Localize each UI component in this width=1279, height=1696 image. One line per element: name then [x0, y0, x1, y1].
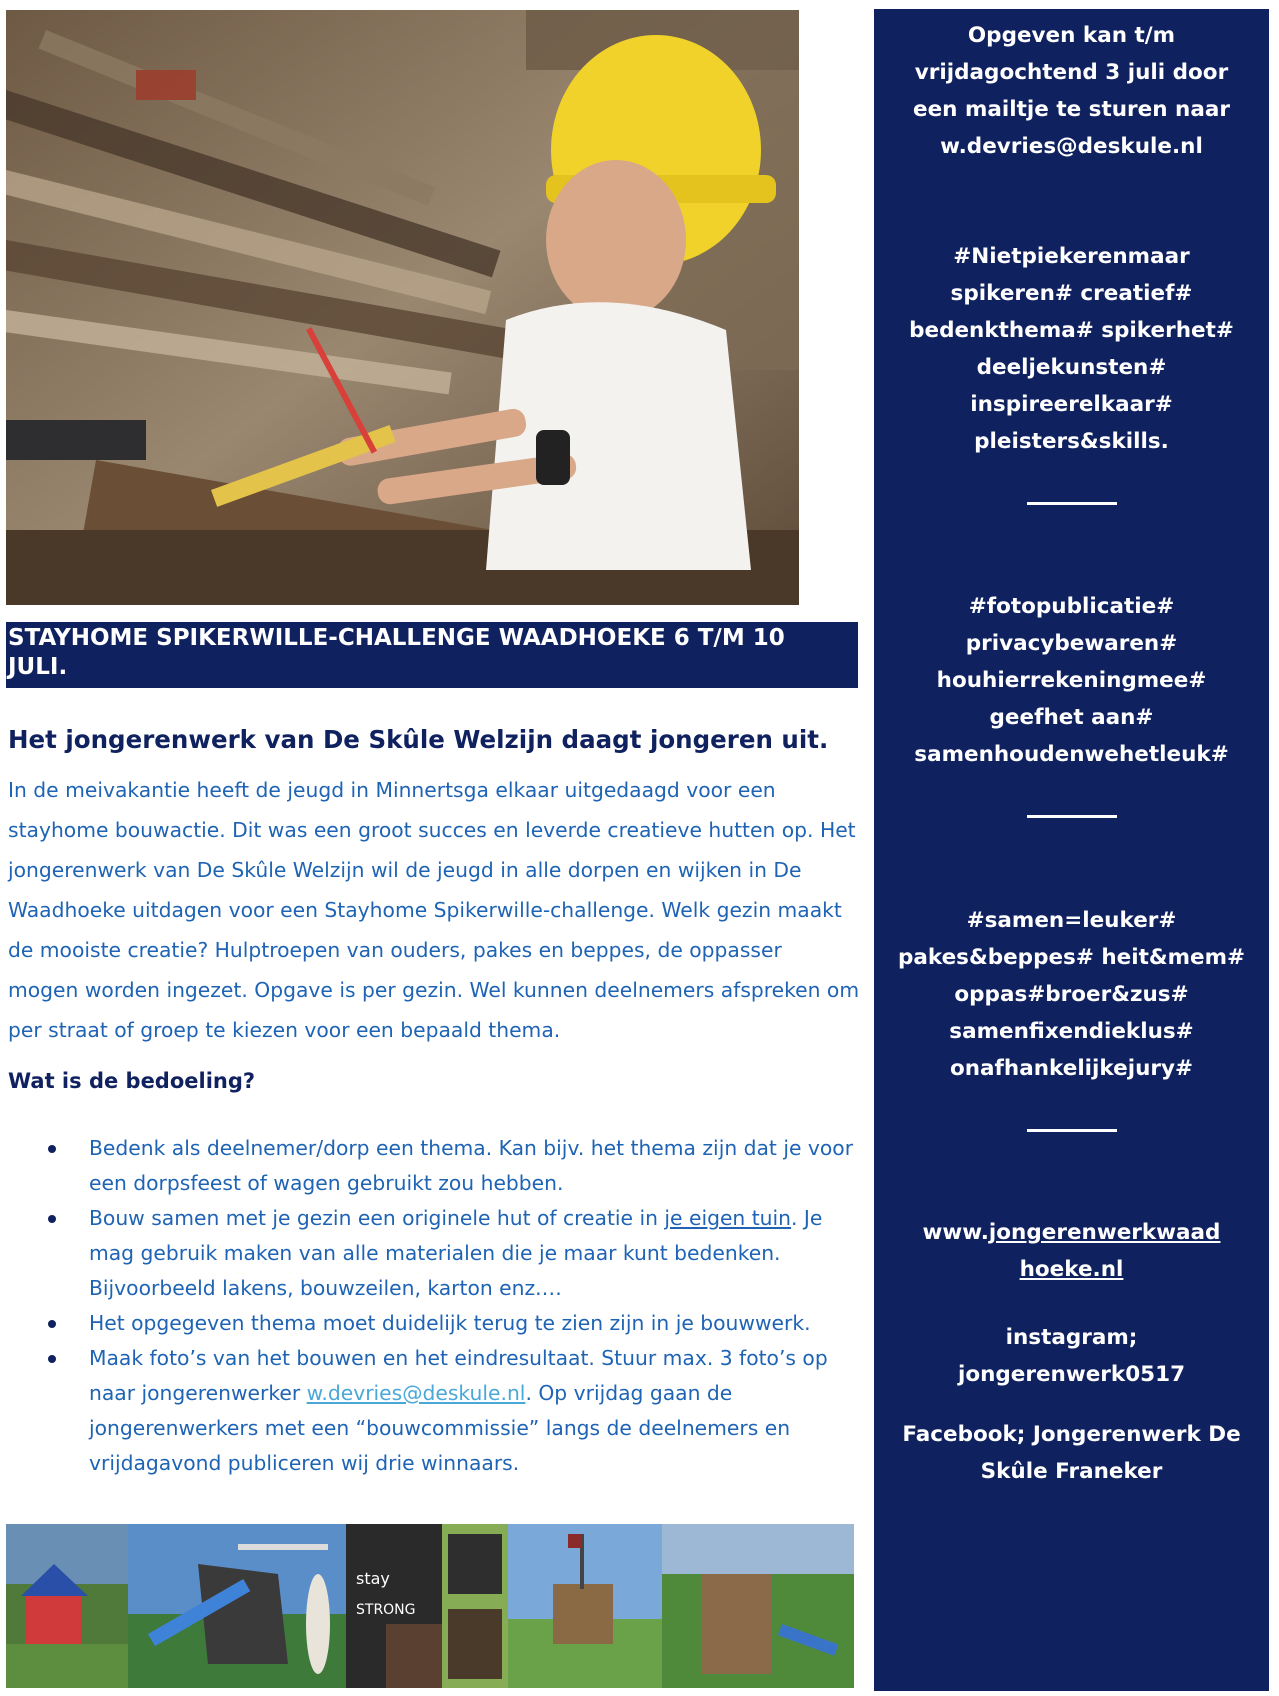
sidebar-line: onafhankelijkejury# — [949, 1056, 1194, 1081]
sidebar-line: een mailtje te sturen naar — [913, 97, 1230, 122]
intro-line: mogen worden ingezet. Opgave is per gezin. Wel kunnen deelnemers afspreken om — [8, 978, 860, 1002]
svg-text:STRONG: STRONG — [356, 1602, 416, 1618]
sidebar-line: samenhoudenwehetleuk# — [914, 742, 1229, 767]
facebook-block — [874, 1416, 1269, 1490]
divider — [1027, 1129, 1117, 1132]
sidebar-line: Facebook; Jongerenwerk De — [902, 1422, 1241, 1447]
sidebar-line: pakes&beppes# heit&mem# — [897, 945, 1246, 970]
bullet-line: vrijdagavond publiceren wij drie winnaars. — [89, 1451, 520, 1475]
instagram-block — [874, 1319, 1269, 1393]
bullet-line: jongerenwerkers met een “bouwcommissie” langs de deelnemers en — [89, 1416, 791, 1440]
intro-paragraph — [8, 770, 860, 1050]
bullet-icon — [48, 1145, 56, 1153]
title-banner — [6, 622, 858, 688]
list-item — [8, 1341, 860, 1481]
intro-line: de mooiste creatie? Hulptroepen van ouders, pakes en beppes, de oppasser — [8, 938, 782, 962]
hut-photo-4 — [442, 1524, 508, 1688]
bullet-line: Bedenk als deelnemer/dorp een thema. Kan bijv. het thema zijn dat je voor — [89, 1136, 854, 1160]
sidebar-line: #Nietpiekerenmaar — [953, 244, 1190, 269]
bullet-line: een dorpsfeest of wagen gebruikt zou hebben. — [89, 1171, 564, 1195]
bullet-list — [8, 1131, 860, 1481]
banner-title-line2: JULI. — [8, 654, 68, 680]
sidebar-line: pleisters&skills. — [974, 429, 1169, 454]
bullet-line: Het opgegeven thema moet duidelijk terug te zien zijn in je bouwwerk. — [89, 1311, 811, 1335]
website-link[interactable]: hoeke.nl — [1019, 1257, 1124, 1282]
subheading: Het jongerenwerk van De Skûle Welzijn daagt jongeren uit. — [8, 725, 829, 754]
bullet-text: . Je — [791, 1206, 823, 1230]
intro-line: per straat of groep te kiezen voor een bepaald thema. — [8, 1018, 561, 1042]
email-link[interactable]: w.devries@deskule.nl — [306, 1381, 526, 1405]
sidebar-line: houhierrekeningmee# — [936, 668, 1207, 693]
website-line-2 — [874, 1251, 1269, 1288]
banner-title-line1: STAYHOME SPIKERWILLE-CHALLENGE WAADHOEKE 6 T/M 10 — [8, 625, 785, 651]
hut-photo-6 — [662, 1524, 854, 1688]
hut-photo-1 — [6, 1524, 128, 1688]
divider — [1027, 815, 1117, 818]
bullet-line: Bijvoorbeeld lakens, bouwzeilen, karton enz.… — [89, 1276, 562, 1300]
bullet-text: naar jongerenwerker — [89, 1381, 307, 1405]
intro-line: In de meivakantie heeft de jeugd in Minnertsga elkaar uitgedaagd voor een — [8, 778, 776, 802]
bullet-line — [89, 1376, 860, 1411]
bullet-icon — [48, 1320, 56, 1328]
sidebar-line: Skûle Franeker — [980, 1459, 1163, 1484]
sidebar-line: bedenkthema# spikerhet# — [909, 318, 1234, 343]
list-item — [8, 1306, 860, 1341]
intro-line: stayhome bouwactie. Dit was een groot succes en leverde creatieve hutten op. Het — [8, 818, 856, 842]
divider — [1027, 502, 1117, 505]
hut-photo-3 — [346, 1524, 442, 1688]
list-item — [8, 1131, 860, 1201]
bullet-text: . Op vrijdag gaan de — [525, 1381, 733, 1405]
sidebar-line: instagram; — [1005, 1325, 1138, 1350]
sidebar-line: Opgeven kan t/m — [967, 23, 1176, 48]
sidebar-email: w.devries@deskule.nl — [940, 134, 1203, 159]
svg-text:stay: stay — [356, 1569, 390, 1588]
bullet-text: Bouw samen met je gezin een originele hut of creatie in — [89, 1206, 665, 1230]
bullet-line — [89, 1201, 860, 1236]
sidebar-line: vrijdagochtend 3 juli door — [914, 60, 1229, 85]
sidebar-line: oppas#broer&zus# — [954, 982, 1189, 1007]
photo-collage — [6, 1524, 854, 1688]
sidebar — [874, 9, 1269, 1691]
bullet-line: Maak foto’s van het bouwen en het eindresultaat. Stuur max. 3 foto’s op — [89, 1346, 828, 1370]
hashtags-block-3 — [874, 902, 1269, 1087]
hashtags-block-2 — [874, 588, 1269, 773]
sidebar-line: #samen=leuker# — [966, 908, 1177, 933]
sidebar-line: inspireerelkaar# — [970, 392, 1173, 417]
sidebar-line: #fotopublicatie# — [968, 594, 1175, 619]
signup-block — [874, 17, 1269, 165]
sidebar-line: deeljekunsten# — [976, 355, 1167, 380]
list-item — [8, 1201, 860, 1306]
bullet-icon — [48, 1355, 56, 1363]
sidebar-line: jongerenwerk0517 — [957, 1362, 1186, 1387]
bullet-line: mag gebruik maken van alle materialen die je maar kunt bedenken. — [89, 1241, 781, 1265]
sidebar-line: samenfixendieklus# — [949, 1019, 1194, 1044]
hero-photo — [6, 10, 799, 605]
sidebar-line: geefhet aan# — [989, 705, 1154, 730]
sidebar-line: spikeren# creatief# — [950, 281, 1193, 306]
section-heading: Wat is de bedoeling? — [8, 1069, 256, 1093]
website-link[interactable]: jongerenwerkwaad — [988, 1220, 1221, 1245]
intro-line: Waadhoeke uitdagen voor een Stayhome Spikerwille-challenge. Welk gezin maakt — [8, 898, 842, 922]
hashtags-block-1 — [874, 238, 1269, 460]
website-line-1 — [874, 1214, 1269, 1251]
intro-line: jongerenwerk van De Skûle Welzijn wil de jeugd in alle dorpen en wijken in De — [8, 858, 802, 882]
sidebar-line: privacybewaren# — [965, 631, 1178, 656]
hut-photo-5 — [508, 1524, 662, 1688]
website-block — [874, 1214, 1269, 1288]
website-prefix: www. — [922, 1220, 989, 1245]
hut-photo-2 — [128, 1524, 346, 1688]
bullet-icon — [48, 1215, 56, 1223]
own-garden-link[interactable]: je eigen tuin — [664, 1206, 792, 1230]
